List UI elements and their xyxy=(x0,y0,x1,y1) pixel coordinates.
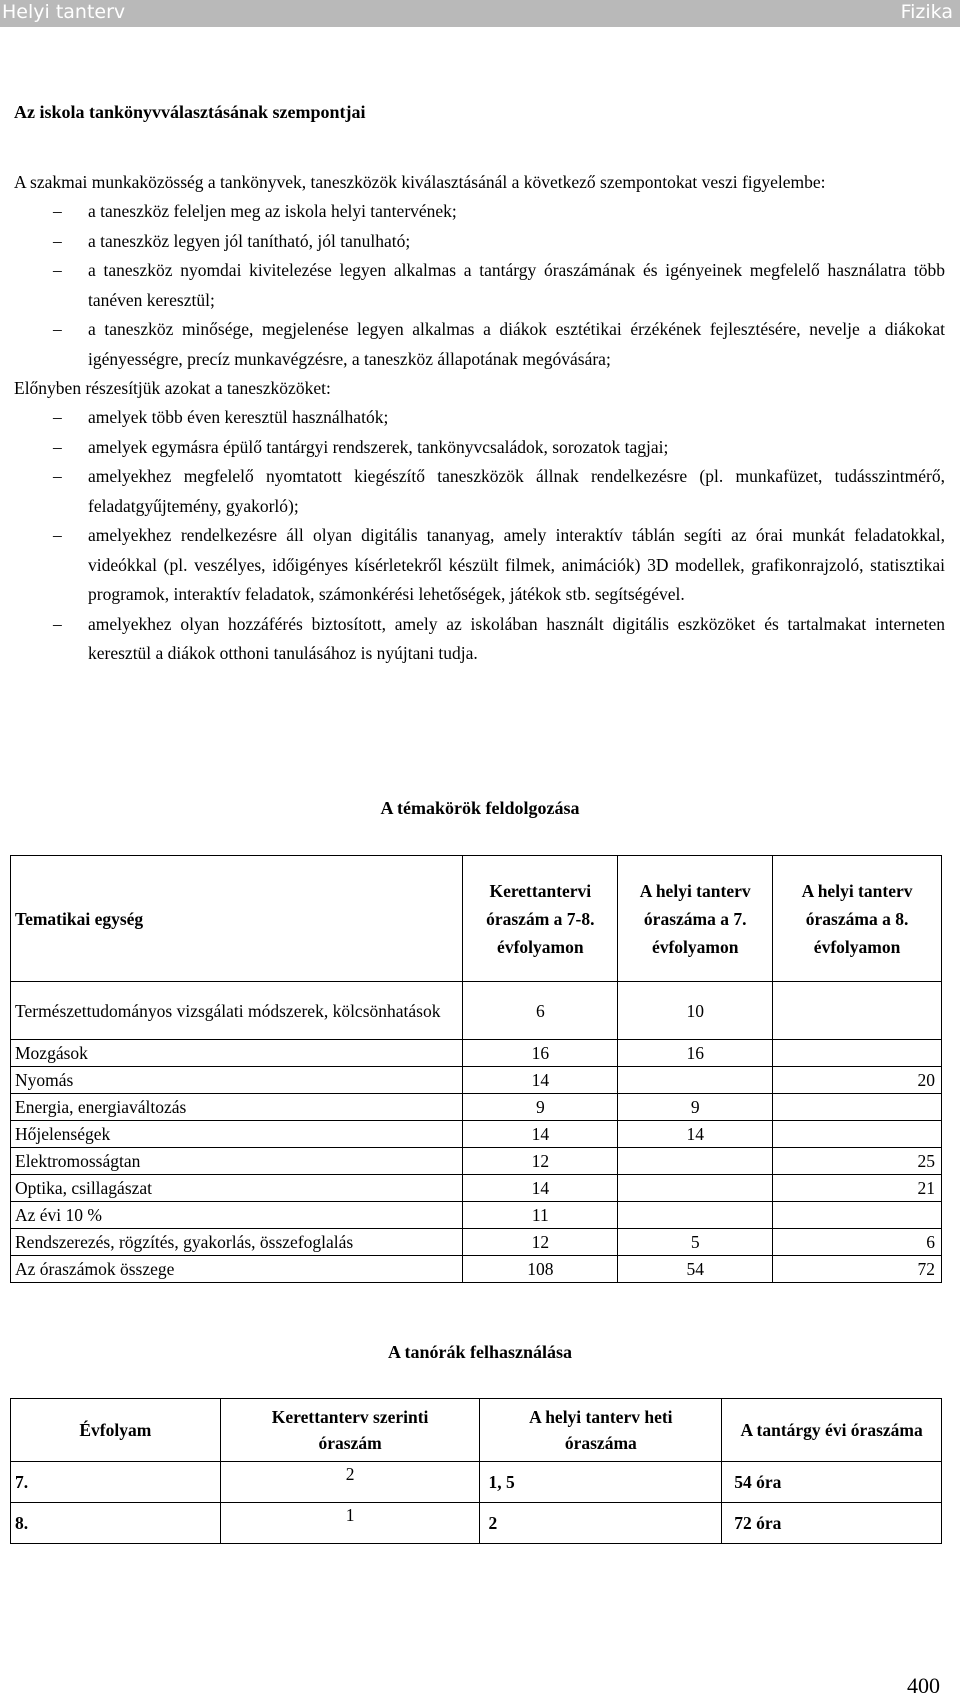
section-title: Az iskola tankönyvválasztásának szempontjai xyxy=(14,102,366,122)
list-item: – amelyekhez olyan hozzáférés biztosított, amely az iskolában használt digitális eszközöket és tartalmakat interneten keresztül a diákok otthoni tanulásához is nyújtani tudja. xyxy=(14,610,945,669)
table-row: Rendszerezés, rögzítés, gyakorlás, összefoglalás 12 5 6 xyxy=(11,1229,942,1256)
header-weekly-hours: A helyi tanterv heti óraszáma xyxy=(480,1399,722,1462)
header-subject: Fizika xyxy=(900,1,953,23)
header-thematic-unit: Tematikai egység xyxy=(11,856,463,982)
table-row-total: Az óraszámok összege 108 54 72 xyxy=(11,1256,942,1283)
table-header-row xyxy=(11,1399,942,1462)
table-row: 7. 2 1, 5 54 óra xyxy=(11,1462,942,1503)
dash-bullet: – xyxy=(53,525,62,545)
header-grade: Évfolyam xyxy=(11,1399,221,1462)
table-row: Energia, energiaváltozás 9 9 xyxy=(11,1094,942,1121)
list-item: – a taneszköz legyen jól tanítható, jól tanulható; xyxy=(14,227,945,257)
table-row: 8. 1 2 72 óra xyxy=(11,1503,942,1544)
dash-bullet: – xyxy=(53,436,62,457)
dash-bullet: – xyxy=(53,466,62,486)
header-frame-hours: Kerettanterv szerinti óraszám xyxy=(220,1399,480,1462)
table-row: Mozgások 16 16 xyxy=(11,1040,942,1067)
page-number: 400 xyxy=(907,1673,940,1698)
header-local-grade8: A helyi tanterv óraszáma a 8. évfolyamon xyxy=(773,856,942,982)
header-left-title: Helyi tanterv xyxy=(2,1,126,23)
table-row: Nyomás 14 20 xyxy=(11,1067,942,1094)
header-local-grade7: A helyi tanterv óraszáma a 7. évfolyamon xyxy=(618,856,773,982)
table-row: Hőjelenségek 14 14 xyxy=(11,1121,942,1148)
table-row: Optika, csillagászat 14 21 xyxy=(11,1175,942,1202)
list-item: – a taneszköz nyomdai kivitelezése legyen alkalmas a tantárgy óraszámának és igényeinek megfelelő használatra több tanéven keresztül; xyxy=(14,256,945,315)
dash-bullet: – xyxy=(53,613,62,634)
header-frame-hours: Kerettantervi óraszám a 7-8. évfolyamon xyxy=(463,856,618,982)
page-body xyxy=(14,100,945,669)
usage-table-title: A tanórák felhasználása xyxy=(387,1342,573,1362)
usage-table xyxy=(10,1398,942,1544)
list-item: – amelyek egymásra épülő tantárgyi rendszerek, tankönyvcsaládok, sorozatok tagjai; xyxy=(14,433,945,463)
list-item: – a taneszköz minősége, megjelenése legyen alkalmas a diákok esztétikai érzékének fejlesztésére, nevelje a diákokat igényességre, precíz munkavégzésre, a taneszköz állapotának megóvására; xyxy=(14,315,945,374)
topics-table-title: A témakörök feldolgozása xyxy=(380,798,580,818)
dash-bullet: – xyxy=(53,407,62,427)
dash-bullet: – xyxy=(53,260,62,280)
dash-bullet: – xyxy=(53,201,62,221)
list-item: – amelyekhez megfelelő nyomtatott kiegészítő taneszközök állnak rendelkezésre (pl. munkafüzet, tudásszintmérő, feladatgyűjtemény, gyakorló); xyxy=(14,462,945,521)
dash-bullet: – xyxy=(53,319,62,339)
preference-intro: Előnyben részesítjük azokat a taneszközöket: xyxy=(14,378,331,398)
table-row: Elektromosságtan 12 25 xyxy=(11,1148,942,1175)
header-yearly-hours: A tantárgy évi óraszáma xyxy=(722,1399,942,1462)
list-item: – amelyekhez rendelkezésre áll olyan digitális tananyag, amely interaktív táblán segíti az órai munkát feladatokkal, videókkal (pl. veszélyes, időigényes kísérletekről készült filmek, animációk) 3D modellek, grafikonrajzoló, statisztikai programok, interaktív feladatok, számonkérési lehetőségek, játékok stb. segítségével. xyxy=(14,521,945,610)
dash-bullet: – xyxy=(53,230,62,251)
table-row: Természettudományos vizsgálati módszerek, kölcsönhatások 6 10 xyxy=(11,982,942,1040)
intro-paragraph: A szakmai munkaközösség a tankönyvek, taneszközök kiválasztásánál a következő szempontokat veszi figyelembe: xyxy=(14,172,826,192)
list-item: – a taneszköz feleljen meg az iskola helyi tantervének; xyxy=(14,197,945,227)
list-item: – amelyek több éven keresztül használhatók; xyxy=(14,403,945,433)
criteria-list xyxy=(14,197,945,374)
table-row: Az évi 10 % 11 xyxy=(11,1202,942,1229)
running-header xyxy=(0,0,960,27)
topics-table xyxy=(10,855,942,1283)
preference-list xyxy=(14,403,945,669)
table-header-row xyxy=(11,856,942,982)
